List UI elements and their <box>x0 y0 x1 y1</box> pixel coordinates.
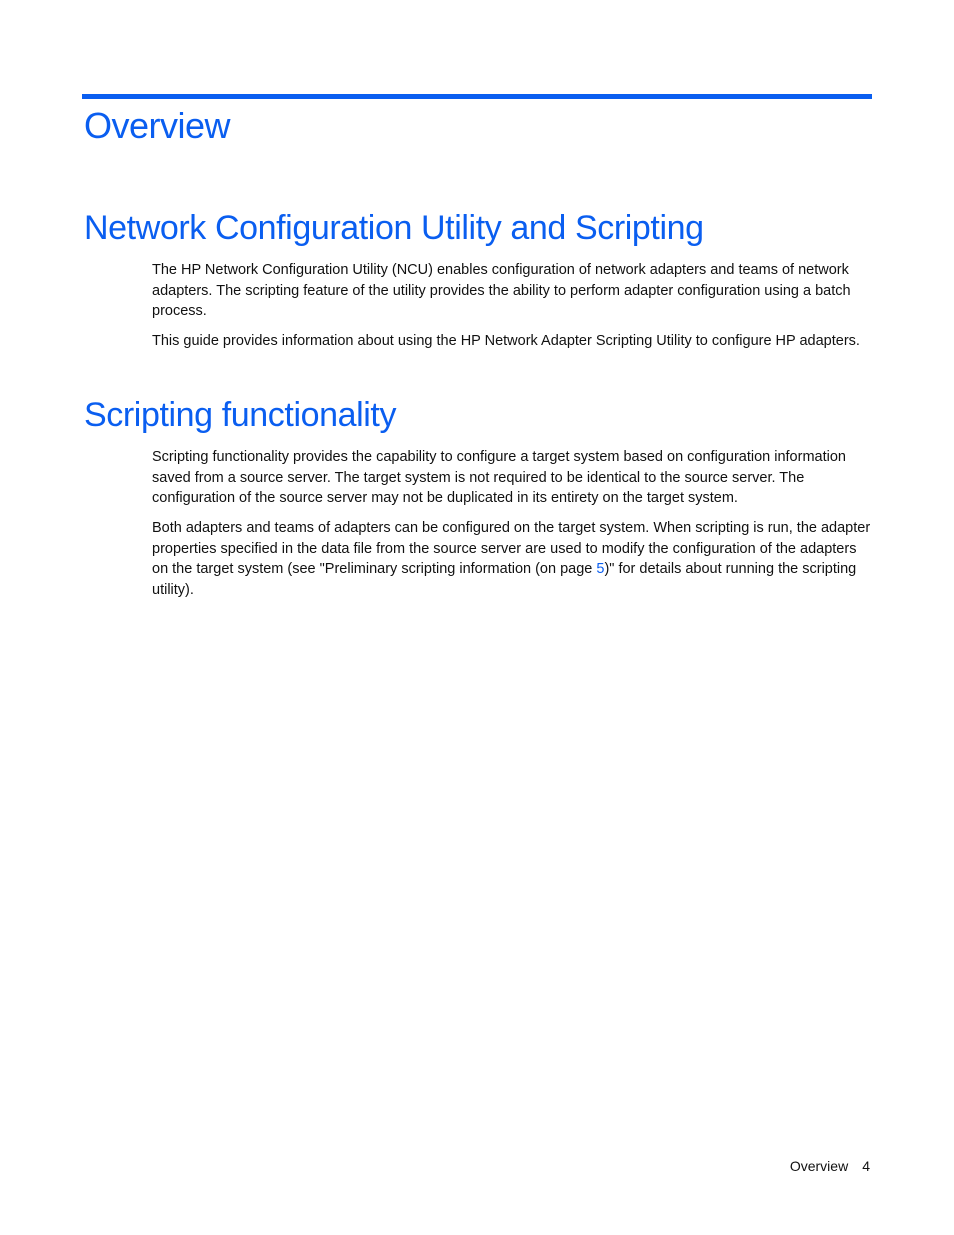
section-title-ncu-scripting: Network Configuration Utility and Scripting <box>84 209 704 247</box>
page-footer <box>790 1158 870 1174</box>
footer-section-name: Overview <box>789 1158 849 1174</box>
page-reference-link[interactable]: 5 <box>596 561 605 578</box>
paragraph-text-before-link: Both adapters and teams of adapters can be configured on the target system. When scripting is run, the adapter properties specified in the data file from the source server are used to modify the configuration of the adapters on the target system (see "Preliminary scripting information (on page <box>152 520 871 578</box>
paragraph-scripting-capability: Scripting functionality provides the capability to configure a target system based on configuration information saved from a source server. The target system is not required to be identical to the source server. The configuration of the source server may not be duplicated in its entirety on the target system. <box>152 449 846 507</box>
chapter-title: Overview <box>84 105 231 146</box>
paragraph-ncu-intro: The HP Network Configuration Utility (NCU) enables configuration of network adapters and teams of network adapters. The scripting feature of the utility provides the ability to perform adapter configuration using a batch process. <box>152 262 851 320</box>
paragraph-guide-info: This guide provides information about using the HP Network Adapter Scripting Utility to configure HP adapters. <box>152 333 860 349</box>
section-title-scripting-functionality: Scripting functionality <box>84 396 397 434</box>
paragraph-text-after-link: )" for details about running the scripting utility). <box>152 561 857 598</box>
paragraph-adapters-teams <box>152 518 874 600</box>
footer-page-number: 4 <box>862 1158 870 1174</box>
chapter-top-rule <box>82 94 872 99</box>
